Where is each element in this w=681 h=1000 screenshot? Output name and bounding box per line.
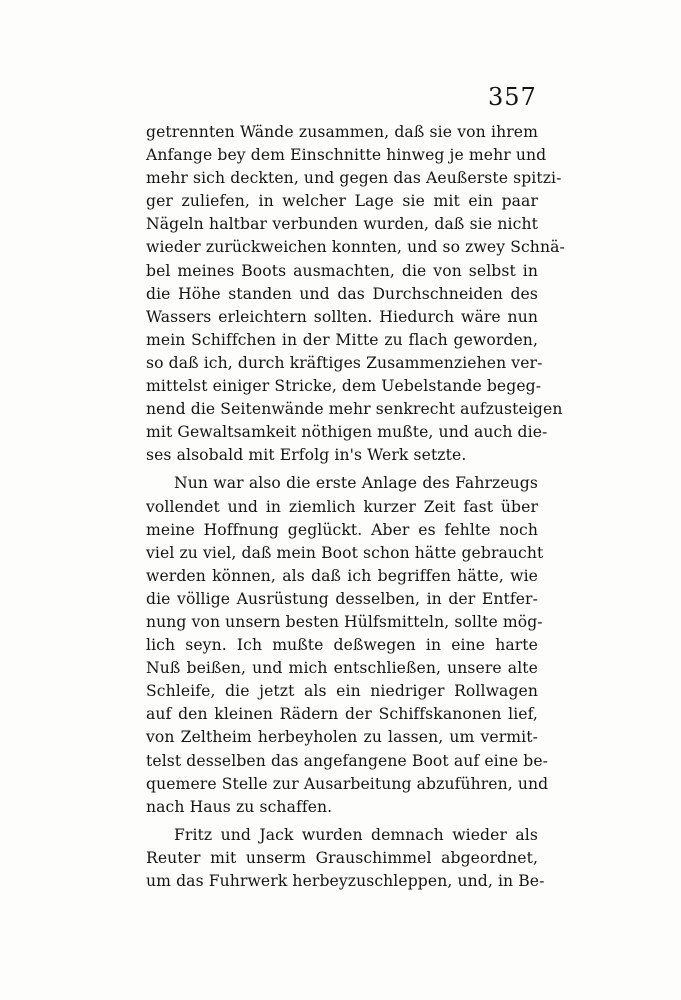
text-line: mittelst einiger Stricke, dem Uebelstande begeg- (146, 377, 542, 396)
text-line: um das Fuhrwerk herbeyzuschleppen, und, in Be- (146, 872, 545, 890)
text-line: die völlige Ausrüstung desselben, in der Entfer- (146, 589, 538, 608)
text-line: auf den kleinen Rädern der Schiffskanonen lief, (146, 705, 538, 724)
text-line: mit Gewaltsamkeit nöthigen mußte, und auch die- (146, 423, 548, 442)
text-line: Nägeln haltbar verbunden wurden, daß sie nicht (146, 215, 538, 234)
text-line: quemere Stelle zur Ausarbeitung abzuführen, und (146, 774, 549, 793)
text-line: nung von unsern besten Hülfsmitteln, sollte mög- (146, 612, 543, 631)
body-text (146, 121, 565, 893)
text-line: so daß ich, durch kräftiges Zusammenziehen ver- (146, 353, 543, 372)
text-line: Nuß beißen, und mich entschließen, unsere alte (146, 659, 538, 678)
text-line: bel meines Boots ausmachten, die von selbst in (146, 261, 538, 280)
text-line: nach Haus zu schaffen. (146, 797, 333, 816)
text-line: nend die Seitenwände mehr senkrecht aufzusteigen (146, 400, 563, 419)
text-line: vollendet und in ziemlich kurzer Zeit fast über (146, 497, 538, 516)
text-line: werden können, als daß ich begriffen hätte, wie (146, 566, 538, 585)
text-line: Reuter mit unserm Grauschimmel abgeordnet, (146, 848, 538, 867)
text-line: wieder zurückweichen konnten, und so zwey Schnä- (146, 238, 565, 257)
text-line: getrennten Wände zusammen, daß sie von ihrem (146, 123, 538, 141)
text-line: mein Schiffchen in der Mitte zu flach geworden, (146, 330, 538, 349)
text-line: mehr sich deckten, und gegen das Aeußerste spitzi- (146, 169, 562, 188)
text-line: ses alsobald mit Erfolg in's Werk setzte. (146, 446, 467, 465)
text-line: meine Hoffnung geglückt. Aber es fehlte noch (146, 520, 538, 539)
text-line: Wassers erleichtern sollten. Hiedurch wäre nun (146, 307, 538, 326)
text-line: Anfange bey dem Einschnitte hinweg je mehr und (146, 146, 547, 165)
text-line: Nun war also die erste Anlage des Fahrzeugs (174, 474, 538, 493)
text-line: viel zu viel, daß mein Boot schon hätte gebraucht (146, 543, 544, 562)
text-line: die Höhe standen und das Durchschneiden des (146, 284, 538, 303)
text-line: ger zuliefen, in welcher Lage sie mit ein paar (146, 192, 538, 211)
paragraph-1 (146, 121, 565, 467)
text-line: von Zeltheim herbeyholen zu lassen, um vermit- (146, 728, 538, 747)
text-line: Schleife, die jetzt als ein niedriger Rollwagen (146, 682, 538, 701)
text-line: lich seyn. Ich mußte deßwegen in eine harte (146, 636, 538, 655)
page-number: 357 (488, 83, 537, 111)
text-line: Fritz und Jack wurden demnach wieder als (174, 825, 538, 844)
paragraph-2 (146, 472, 549, 818)
paragraph-3 (146, 824, 545, 893)
text-line: telst desselben das angefangene Boot auf eine be- (146, 751, 549, 770)
